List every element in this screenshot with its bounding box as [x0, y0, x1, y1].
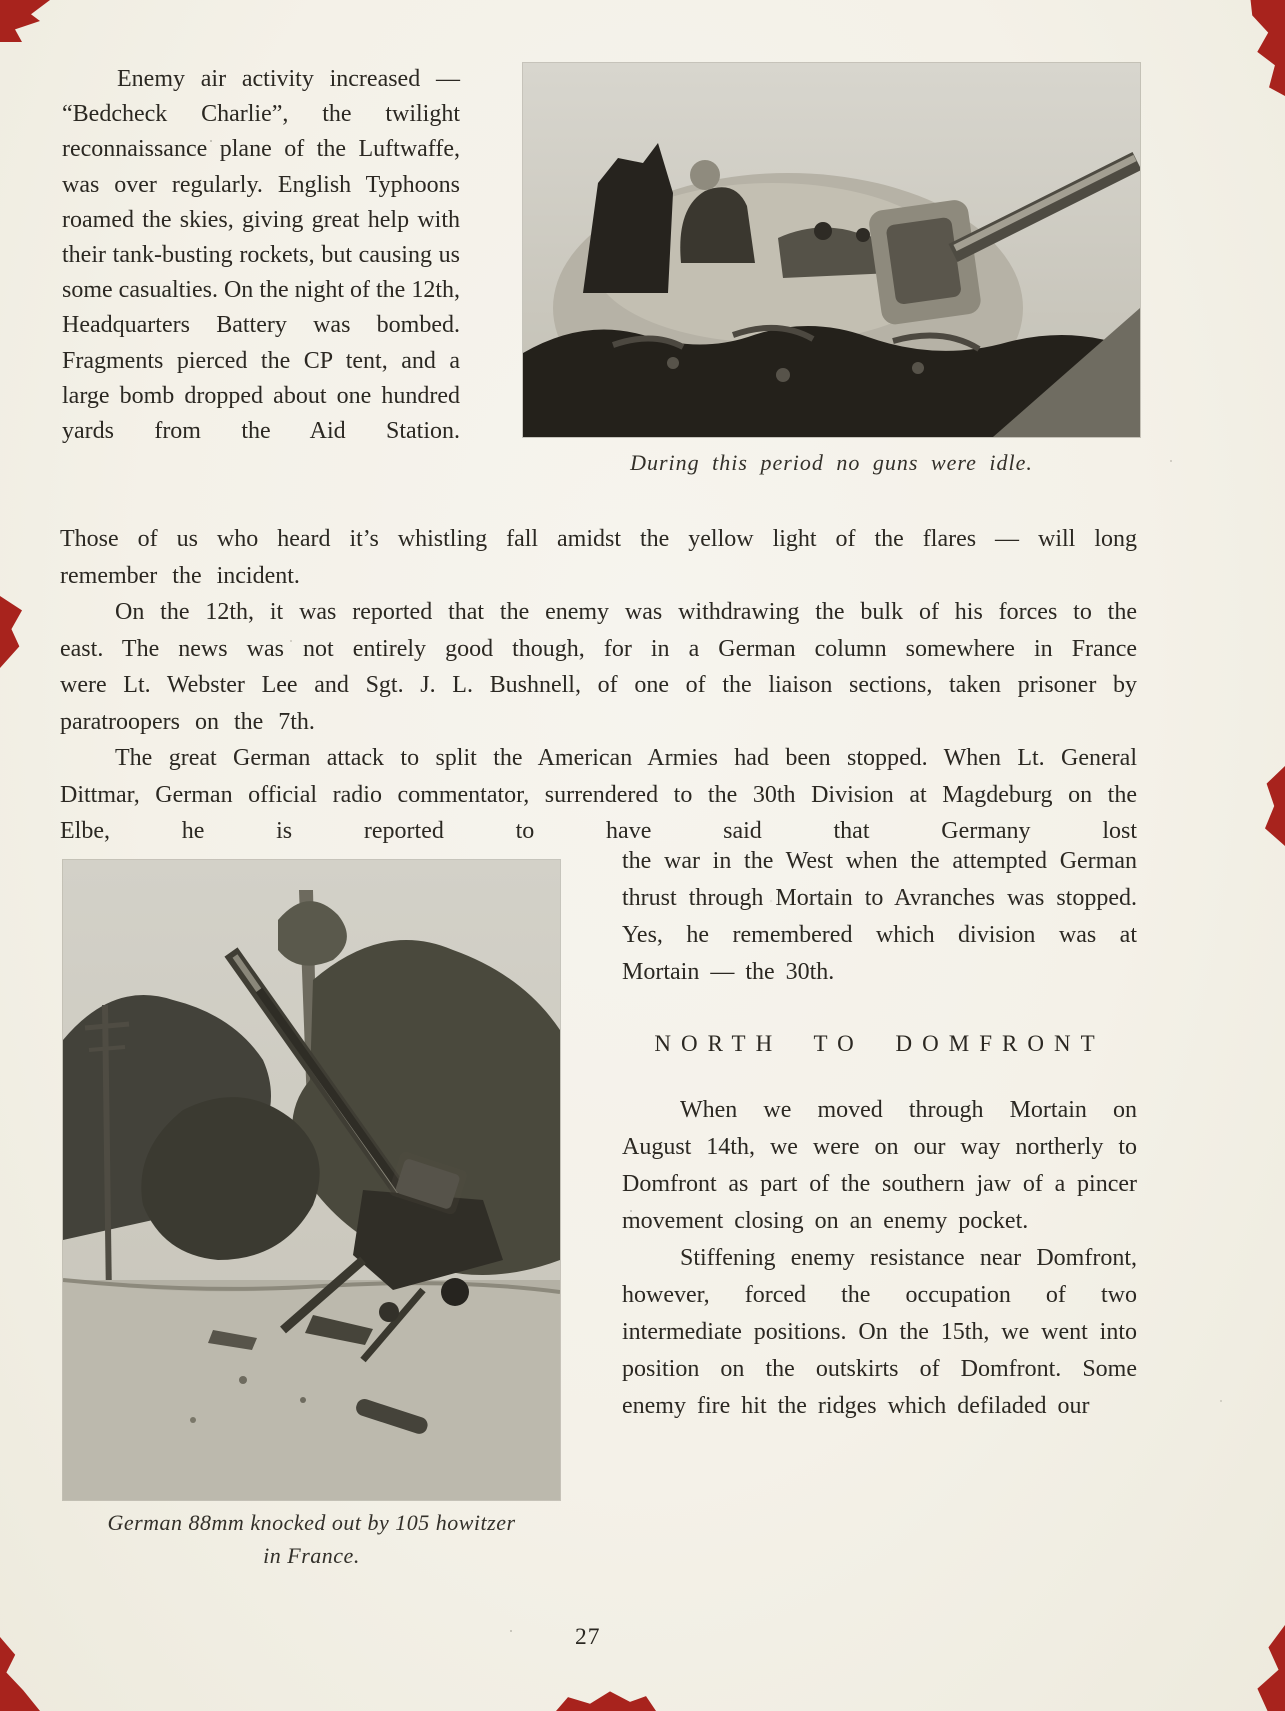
red-edge-mark-bottom-center	[556, 1687, 656, 1711]
red-edge-mark-bottom-right	[1239, 1625, 1285, 1711]
german-88mm-caption-line1: German 88mm knocked out by 105 howitzer	[107, 1510, 516, 1535]
red-edge-mark-bottom-left	[0, 1637, 40, 1711]
red-edge-mark-left	[0, 596, 22, 668]
paragraph-war-in-west: the war in the West when the attempted German thrust through Mortain to Avranches was stopped. Yes, he remembered which division was at Mortain — the 30th.	[622, 848, 1137, 985]
main-text-flow	[60, 521, 1137, 850]
paragraph-whistling-fall: Those of us who heard it’s whistling fall amidst the yellow light of the flares — will long remember the incident.	[60, 526, 1137, 589]
paragraph-german-attack: The great German attack to split the American Armies had been stopped. When Lt. General Dittmar, German official radio commentator, surrendered to the 30th Division at Magdeburg on the Elbe, he is reported to have said that Germany lost	[60, 745, 1137, 844]
german-88mm-caption-line2: in France.	[263, 1543, 360, 1568]
right-column	[622, 843, 1137, 1425]
tank-photo-illustration	[523, 63, 1140, 437]
red-edge-mark-right	[1265, 766, 1285, 846]
tank-photo	[523, 63, 1140, 437]
section-heading-north-to-domfront: NORTH TO DOMFRONT	[654, 1031, 1105, 1056]
paragraph-enemy-withdrawing: On the 12th, it was reported that the enemy was withdrawing the bulk of his forces to the east. The news was not entirely good though, for in a German column somewhere in France were Lt. Webster Lee and Sgt. J. L. Bushnell, of one of the liaison sections, taken prisoner by paratroopers on the 7th.	[60, 599, 1137, 735]
paragraph-enemy-air-activity: Enemy air activity increased — “Bedcheck Charlie”, the twilight reconnaissance plane of the Luftwaffe, was over regularly. English Typhoons roamed the skies, giving great help with their tank-busting rockets, but causing us some casualties. On the night of the 12th, Headquarters Battery was bombed. Fragments pierced the CP tent, and a large bomb dropped about one hundred yards from the Aid Station.	[62, 66, 460, 445]
page-number: 27	[575, 1624, 601, 1650]
german-88mm-photo-caption	[63, 1506, 560, 1572]
paragraph-moved-through-mortain: When we moved through Mortain on August 14th, we were on our way northerly to Domfront as part of the southern jaw of a pincer movement closing on an enemy pocket.	[622, 1097, 1137, 1234]
red-edge-mark-top-left	[0, 0, 50, 42]
red-edge-mark-top-right	[1243, 0, 1285, 96]
paragraph-stiffening-resistance: Stiffening enemy resistance near Domfront, however, forced the occupation of two intermediate positions. On the 15th, we went into position on the outskirts of Domfront. Some enemy fire hit the ridges which defiladed our	[622, 1245, 1137, 1419]
german-88mm-photo	[63, 860, 560, 1500]
german-88mm-photo-illustration	[63, 860, 560, 1500]
tank-photo-caption: During this period no guns were idle.	[630, 450, 1033, 475]
